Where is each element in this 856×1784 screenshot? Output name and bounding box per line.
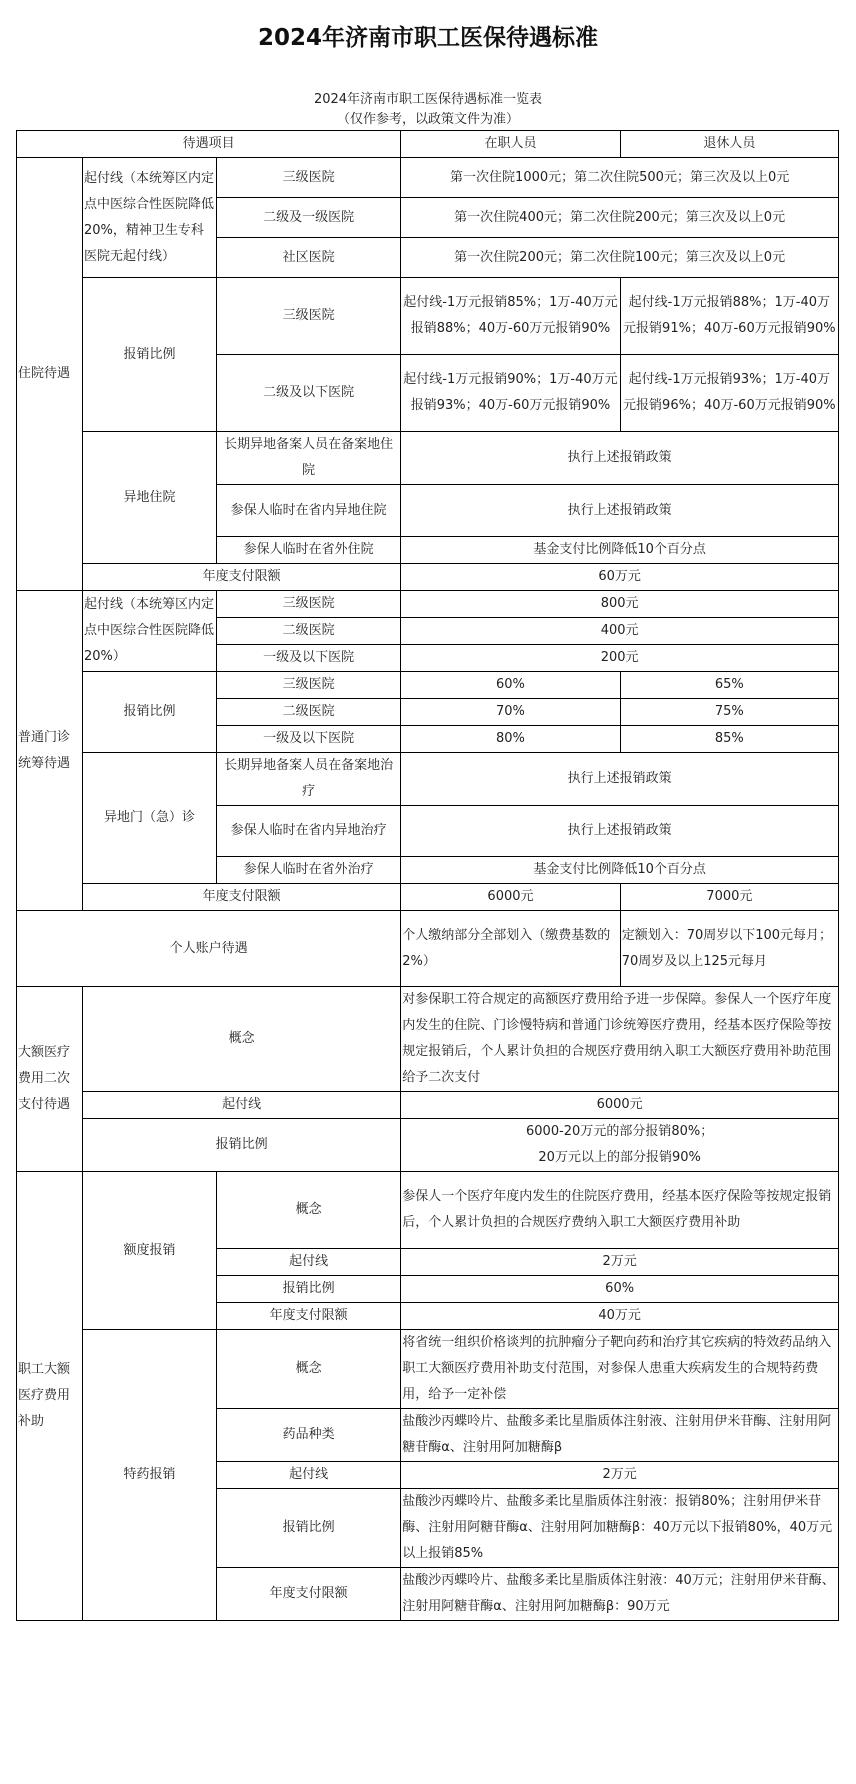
benefits-table: [16, 130, 839, 1621]
table-row: [17, 1172, 839, 1249]
remote-value: 基金支付比例降低10个百分点: [401, 857, 839, 884]
personal-retired: 定额划入：70周岁以下100元每月；70周岁及以上125元每月: [620, 911, 838, 987]
table-row: [17, 884, 839, 911]
threshold-value: 200元: [401, 645, 839, 672]
outpatient-remote-label: 异地门（急）诊: [82, 753, 216, 884]
ratio-retired: 65%: [620, 672, 838, 699]
secondary-threshold-label: 起付线: [82, 1092, 400, 1119]
inpatient-threshold-label: 起付线（本统筹区内定点中医综合性医院降低20%，精神卫生专科医院无起付线）: [82, 158, 216, 278]
ratio-active: 起付线-1万元报销90%；1万-40万元报销93%；40万-60万元报销90%: [401, 355, 620, 432]
drug-threshold-label: 起付线: [217, 1462, 401, 1489]
annual-limit-label: 年度支付限额: [82, 564, 400, 591]
quota-limit: 40万元: [401, 1303, 839, 1330]
hospital-level: 社区医院: [217, 238, 401, 278]
secondary-concept: 对参保职工符合规定的高额医疗费用给予进一步保障。参保人一个医疗年度内发生的住院、门诊慢特病和普通门诊统筹医疗费用，经基本医疗保险等按规定报销后，个人累计负担的合规医疗费用纳入职工大额医疗费用补助范围给予二次支付: [401, 987, 839, 1092]
threshold-value: 第一次住院1000元；第二次住院500元；第三次及以上0元: [401, 158, 839, 198]
quota-threshold-label: 起付线: [217, 1249, 401, 1276]
header-retired: 退休人员: [620, 131, 838, 158]
secondary-ratio-line: 6000-20万元的部分报销80%；: [526, 1124, 714, 1139]
hospital-level: 二级医院: [217, 618, 401, 645]
ratio-active: 60%: [401, 672, 620, 699]
hospital-level: 三级医院: [217, 158, 401, 198]
drug-limit-label: 年度支付限额: [217, 1568, 401, 1621]
personal-active: 个人缴纳部分全部划入（缴费基数的2%）: [401, 911, 620, 987]
table-row: [17, 987, 839, 1092]
inpatient-remote-label: 异地住院: [82, 432, 216, 564]
ratio-retired: 75%: [620, 699, 838, 726]
annual-limit-value: 60万元: [401, 564, 839, 591]
drug-types-label: 药品种类: [217, 1409, 401, 1462]
drug-concept: 将省统一组织价格谈判的抗肿瘤分子靶向药和治疗其它疾病的特效药品纳入职工大额医疗费用补助支付范围，对参保人患重大疾病发生的合规特药费用，给予一定补偿: [401, 1330, 839, 1409]
table-row: [17, 564, 839, 591]
table-row: [17, 1092, 839, 1119]
header-item: 待遇项目: [17, 131, 401, 158]
remote-type: 参保人临时在省内异地治疗: [217, 806, 401, 857]
drug-types: 盐酸沙丙蝶呤片、盐酸多柔比星脂质体注射液、注射用伊米苷酶、注射用阿糖苷酶α、注射用阿加糖酶β: [401, 1409, 839, 1462]
table-row: [17, 278, 839, 355]
remote-type: 长期异地备案人员在备案地住院: [217, 432, 401, 485]
quota-ratio-label: 报销比例: [217, 1276, 401, 1303]
hospital-level: 三级医院: [217, 591, 401, 618]
outpatient-threshold-label: 起付线（本统筹区内定点中医综合性医院降低20%）: [82, 591, 216, 672]
quota-ratio: 60%: [401, 1276, 839, 1303]
hospital-level: 一级及以下医院: [217, 645, 401, 672]
hospital-level: 二级及以下医院: [217, 355, 401, 432]
ratio-active: 70%: [401, 699, 620, 726]
ratio-retired: 起付线-1万元报销93%；1万-40万元报销96%；40万-60万元报销90%: [620, 355, 838, 432]
ratio-active: 起付线-1万元报销85%；1万-40万元报销88%；40万-60万元报销90%: [401, 278, 620, 355]
table-row: [17, 432, 839, 485]
quota-concept-label: 概念: [217, 1172, 401, 1249]
drug-concept-label: 概念: [217, 1330, 401, 1409]
inpatient-section-label: 住院待遇: [17, 158, 83, 591]
remote-value: 执行上述报销政策: [401, 753, 839, 806]
threshold-value: 800元: [401, 591, 839, 618]
remote-value: 执行上述报销政策: [401, 432, 839, 485]
hospital-level: 三级医院: [217, 672, 401, 699]
page-title: 2024年济南市职工医保待遇标准: [257, 25, 598, 51]
secondary-section-label: 大额医疗费用二次支付待遇: [17, 987, 83, 1172]
ratio-retired: 起付线-1万元报销88%；1万-40万元报销91%；40万-60万元报销90%: [620, 278, 838, 355]
secondary-ratio: [401, 1119, 839, 1172]
secondary-threshold: 6000元: [401, 1092, 839, 1119]
table-row: [17, 591, 839, 618]
hospital-level: 二级及一级医院: [217, 198, 401, 238]
hospital-level: 二级医院: [217, 699, 401, 726]
annual-limit-retired: 7000元: [620, 884, 838, 911]
remote-value: 执行上述报销政策: [401, 485, 839, 537]
drug-limit: 盐酸沙丙蝶呤片、盐酸多柔比星脂质体注射液：40万元；注射用伊米苷酶、注射用阿糖苷酶α、注射用阿加糖酶β：90万元: [401, 1568, 839, 1621]
quota-limit-label: 年度支付限额: [217, 1303, 401, 1330]
table-row: [17, 672, 839, 699]
ratio-active: 80%: [401, 726, 620, 753]
disclaimer-note: （仅作参考，以政策文件为准）: [336, 112, 519, 127]
table-row: [17, 911, 839, 987]
remote-type: 参保人临时在省外住院: [217, 537, 401, 564]
table-row: [17, 1330, 839, 1409]
header-row: [17, 131, 839, 158]
remote-type: 参保人临时在省内异地住院: [217, 485, 401, 537]
quota-label: 额度报销: [82, 1172, 216, 1330]
quota-concept: 参保人一个医疗年度内发生的住院医疗费用，经基本医疗保险等按规定报销后，个人累计负担的合规医疗费纳入职工大额医疗费用补助: [401, 1172, 839, 1249]
quota-threshold: 2万元: [401, 1249, 839, 1276]
outpatient-ratio-label: 报销比例: [82, 672, 216, 753]
header-active: 在职人员: [401, 131, 620, 158]
inpatient-ratio-label: 报销比例: [82, 278, 216, 432]
threshold-value: 第一次住院200元；第二次住院100元；第三次及以上0元: [401, 238, 839, 278]
table-row: [17, 753, 839, 806]
hospital-level: 一级及以下医院: [217, 726, 401, 753]
remote-type: 长期异地备案人员在备案地治疗: [217, 753, 401, 806]
table-caption: 2024年济南市职工医保待遇标准一览表: [313, 92, 543, 107]
drug-threshold: 2万元: [401, 1462, 839, 1489]
threshold-value: 400元: [401, 618, 839, 645]
secondary-ratio-label: 报销比例: [82, 1119, 400, 1172]
secondary-concept-label: 概念: [82, 987, 400, 1092]
secondary-ratio-line: 20万元以上的部分报销90%: [538, 1150, 701, 1165]
table-row: [17, 1119, 839, 1172]
remote-type: 参保人临时在省外治疗: [217, 857, 401, 884]
remote-value: 执行上述报销政策: [401, 806, 839, 857]
hospital-level: 三级医院: [217, 278, 401, 355]
personal-account-label: 个人账户待遇: [17, 911, 401, 987]
drug-label: 特药报销: [82, 1330, 216, 1621]
table-row: [17, 158, 839, 198]
annual-limit-active: 6000元: [401, 884, 620, 911]
subsidy-section-label: 职工大额医疗费用补助: [17, 1172, 83, 1621]
drug-ratio-label: 报销比例: [217, 1489, 401, 1568]
outpatient-section-label: 普通门诊统筹待遇: [17, 591, 83, 911]
remote-value: 基金支付比例降低10个百分点: [401, 537, 839, 564]
threshold-value: 第一次住院400元；第二次住院200元；第三次及以上0元: [401, 198, 839, 238]
drug-ratio: 盐酸沙丙蝶呤片、盐酸多柔比星脂质体注射液：报销80%；注射用伊米苷酶、注射用阿糖苷酶α、注射用阿加糖酶β：40万元以下报销80%，40万元以上报销85%: [401, 1489, 839, 1568]
annual-limit-label: 年度支付限额: [82, 884, 400, 911]
ratio-retired: 85%: [620, 726, 838, 753]
